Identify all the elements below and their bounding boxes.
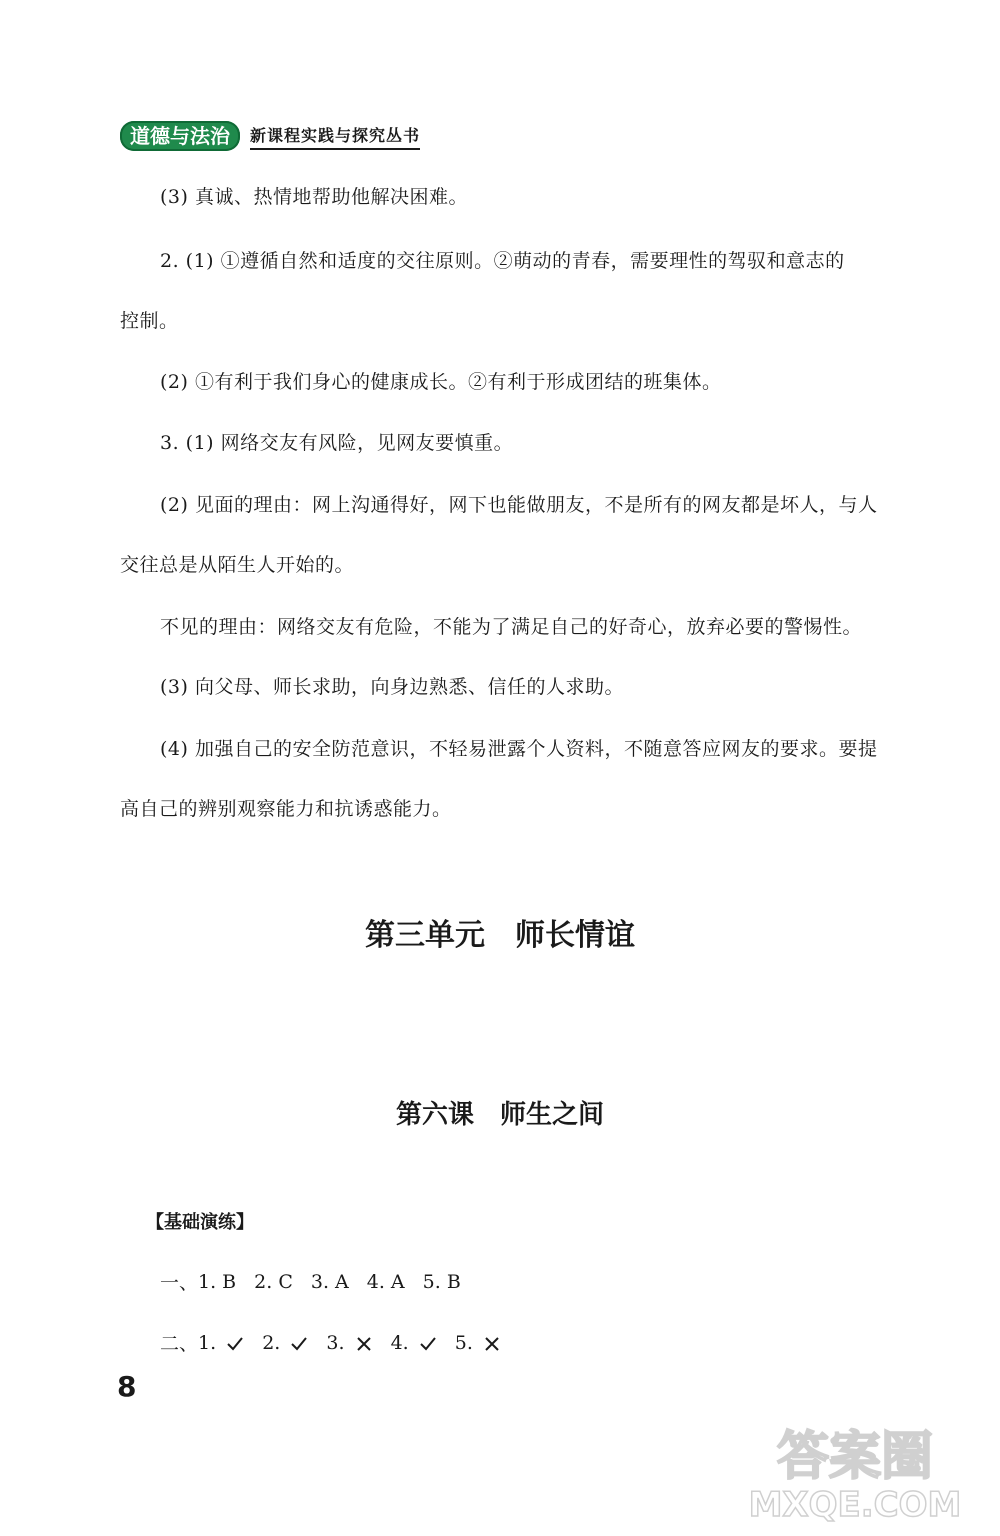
answers-part-1: [160, 1268, 479, 1295]
watermark-logo: [730, 1416, 980, 1526]
answer-line: (4) 加强自己的安全防范意识，不轻易泄露个人资料，不随意答应网友的要求。要提: [160, 738, 878, 760]
judge-item-number: 2.: [262, 1331, 281, 1354]
answer-line: (3) 真诚、热情地帮助他解决困难。: [160, 186, 468, 208]
answer-line: 不见的理由：网络交友有危险，不能为了满足自己的好奇心，放弃必要的警惕性。: [160, 616, 863, 638]
unit-title: 第三单元 师长情谊: [365, 918, 635, 953]
check-icon: [290, 1335, 308, 1353]
answer-item: 4. A: [366, 1270, 405, 1293]
answer-item: 1. B: [198, 1270, 237, 1293]
section-label: 【基础演练】: [146, 1212, 254, 1233]
lesson-title: 第六课 师生之间: [395, 1100, 604, 1130]
judge-item: [455, 1332, 501, 1354]
watermark-site-text: MXQE.COM: [748, 1485, 962, 1525]
answers-part-2: [160, 1329, 519, 1356]
judge-item-number: 3.: [326, 1331, 345, 1354]
judge-item-number: 1.: [198, 1331, 217, 1354]
answer-item: 5. B: [422, 1270, 461, 1293]
answer-line: 控制。: [120, 310, 179, 332]
judge-item: [326, 1332, 372, 1354]
judge-item-number: 5.: [454, 1331, 473, 1354]
answer-line: (3) 向父母、师长求助，向身边熟悉、信任的人求助。: [160, 676, 624, 698]
answer-line: 交往总是从陌生人开始的。: [120, 554, 355, 576]
cross-icon: [483, 1335, 501, 1353]
answers-part-2-prefix: 二、: [160, 1333, 199, 1355]
judge-item-number: 4.: [390, 1331, 409, 1354]
answer-line: (2) ①有利于我们身心的健康成长。②有利于形成团结的班集体。: [160, 371, 722, 393]
answers-part-1-prefix: 一、: [160, 1272, 199, 1294]
judge-item: [391, 1332, 437, 1354]
cross-icon: [355, 1335, 373, 1353]
book-header: [120, 120, 420, 152]
answer-line: 高自己的辨别观察能力和抗诱惑能力。: [120, 798, 452, 820]
answer-line: (2) 见面的理由：网上沟通得好，网下也能做朋友，不是所有的网友都是坏人，与人: [160, 494, 878, 516]
page-number: 8: [117, 1370, 137, 1403]
answer-line: 2. (1) ①遵循自然和适度的交往原则。②萌动的青春，需要理性的驾驭和意志的: [160, 250, 845, 272]
answer-line: 3. (1) 网络交友有风险，见网友要慎重。: [160, 432, 514, 454]
subject-badge: 道德与法治: [120, 121, 240, 151]
judge-item: [262, 1332, 308, 1354]
answer-item: 3. A: [310, 1270, 349, 1293]
check-icon: [419, 1335, 437, 1353]
series-title: 新课程实践与探究丛书: [250, 123, 420, 150]
check-icon: [226, 1335, 244, 1353]
answer-item: 2. C: [254, 1270, 293, 1293]
watermark-logo-text: 答案圈: [776, 1427, 934, 1487]
judge-item: [198, 1332, 244, 1354]
